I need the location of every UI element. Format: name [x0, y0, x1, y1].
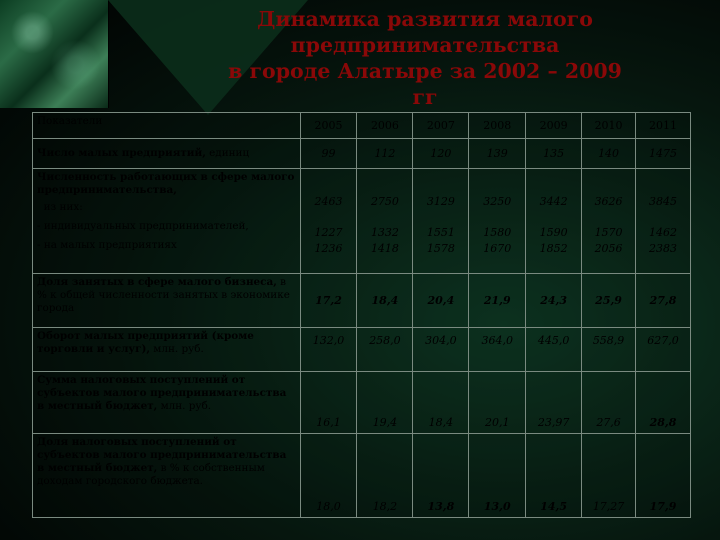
cell-value: 28,8 — [636, 372, 691, 434]
row-label: Доля занятых в сфере малого бизнеса, в % к общей численности занятых в экономике города — [33, 274, 301, 328]
cell-value: 1475 — [636, 139, 691, 169]
row-label: Оборот малых предприятий (кроме торговли и услуг), млн. руб. — [33, 328, 301, 372]
indicators-table — [32, 112, 691, 518]
header-row — [33, 113, 691, 139]
year-header: 2006 — [357, 113, 413, 139]
cell-value: 13,0 — [469, 434, 526, 518]
year-header: 2010 — [582, 113, 636, 139]
year-header: 2007 — [413, 113, 469, 139]
cell-value: 19,4 — [357, 372, 413, 434]
cell-value: 21,9 — [469, 274, 526, 328]
cell-value: 18,0 — [300, 434, 357, 518]
cell-value: 139 — [469, 139, 526, 169]
cell-value: 112 — [357, 139, 413, 169]
cell-value: 20,1 — [469, 372, 526, 434]
row-label: Число малых предприятий, единиц — [33, 139, 301, 169]
cell-value: 99 — [300, 139, 357, 169]
cell-value: 132,0 — [300, 328, 357, 372]
year-header: 2005 — [300, 113, 357, 139]
title-line-1: Динамика развития малого — [257, 7, 593, 31]
row-turnover — [33, 328, 691, 372]
header-label: Показатели — [33, 113, 301, 139]
cell-value-group: 2750 1332 1418 — [357, 169, 413, 274]
cell-value: 27,6 — [582, 372, 636, 434]
cell-value: 14,5 — [526, 434, 582, 518]
cell-value: 135 — [526, 139, 582, 169]
row-tax-sum — [33, 372, 691, 434]
row-enterprise-count — [33, 139, 691, 169]
cell-value: 627,0 — [636, 328, 691, 372]
cell-value: 25,9 — [582, 274, 636, 328]
cell-value-group: 3845 1462 2383 — [636, 169, 691, 274]
cell-value: 18,2 — [357, 434, 413, 518]
cell-value: 13,8 — [413, 434, 469, 518]
row-employees — [33, 169, 691, 274]
row-label: Сумма налоговых поступлений от субъектов малого предпринимательства в местный бюджет, млн. руб. — [33, 372, 301, 434]
row-tax-share — [33, 434, 691, 518]
cell-value: 17,27 — [582, 434, 636, 518]
slide-title — [215, 6, 635, 110]
cell-value: 16,1 — [300, 372, 357, 434]
row-label: Численность работающих в сфере малого предпринимательства, из них: - индивидуальных предпринимателей, - на малых предприятиях — [33, 169, 301, 274]
cell-value: 20,4 — [413, 274, 469, 328]
cell-value-group: 3626 1570 2056 — [582, 169, 636, 274]
row-label: Доля налоговых поступлений от субъектов малого предпринимательства в местный бюджет, в % к собственным доходам городского бюджета. — [33, 434, 301, 518]
cell-value-group: 3250 1580 1670 — [469, 169, 526, 274]
cell-value: 18,4 — [357, 274, 413, 328]
cell-value: 24,3 — [526, 274, 582, 328]
cell-value: 364,0 — [469, 328, 526, 372]
cell-value: 558,9 — [582, 328, 636, 372]
cell-value-group: 3129 1551 1578 — [413, 169, 469, 274]
cell-value-group: 3442 1590 1852 — [526, 169, 582, 274]
marble-decoration — [0, 0, 109, 108]
year-header: 2009 — [526, 113, 582, 139]
title-line-2: предпринимательства — [290, 33, 560, 57]
cell-value: 120 — [413, 139, 469, 169]
year-header: 2011 — [636, 113, 691, 139]
cell-value: 445,0 — [526, 328, 582, 372]
cell-value-group: 2463 1227 1236 — [300, 169, 357, 274]
cell-value: 27,8 — [636, 274, 691, 328]
cell-value: 23,97 — [526, 372, 582, 434]
cell-value: 140 — [582, 139, 636, 169]
cell-value: 18,4 — [413, 372, 469, 434]
cell-value: 17,2 — [300, 274, 357, 328]
cell-value: 258,0 — [357, 328, 413, 372]
cell-value: 17,9 — [636, 434, 691, 518]
year-header: 2008 — [469, 113, 526, 139]
cell-value: 304,0 — [413, 328, 469, 372]
title-line-3: в городе Алатыре за 2002 – 2009 гг — [228, 59, 622, 109]
row-employment-share — [33, 274, 691, 328]
